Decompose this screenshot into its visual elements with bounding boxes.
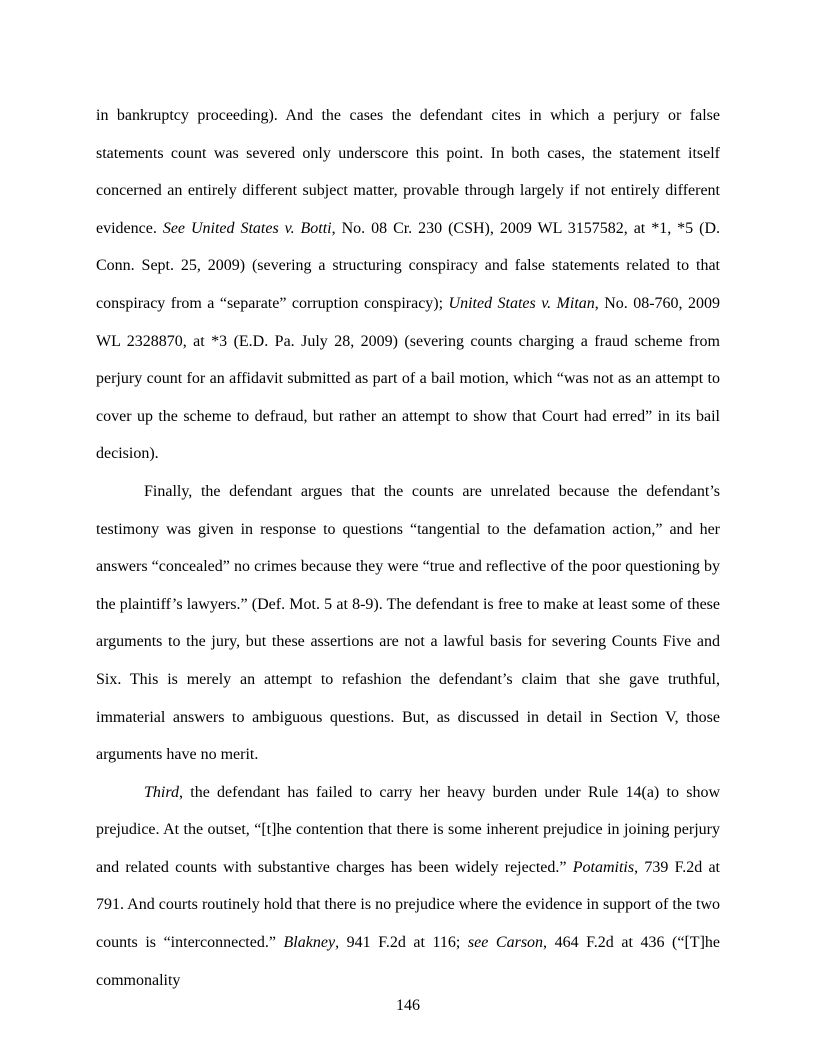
body-paragraph-third (96, 774, 720, 1000)
italic-text-run: Third (144, 783, 179, 801)
page-number: 146 (396, 997, 420, 1014)
italic-text-run: See United States v. Botti (162, 219, 332, 237)
italic-text-run: United States v. Mitan (448, 294, 595, 312)
text-run: , 464 F.2d at 436 (“[T]he commonality (96, 934, 721, 989)
text-run: , No. 08-760, 2009 WL 2328870, at *3 (E.D. Pa. July 28, 2009) (severing counts charging a fraud scheme from perjury count for an affidavit submitted as part of a bail motion, which “was not as an attempt to cover up the scheme to defraud, but rather an attempt to show that Court had erred” in its bail decision). (96, 294, 721, 463)
page-body (96, 97, 720, 999)
italic-text-run: Potamitis (572, 858, 635, 876)
italic-text-run: Blakney (283, 934, 336, 952)
body-paragraph-continuation (96, 97, 720, 473)
text-run: in bankruptcy proceeding). And the cases the defendant cites in which a perjury or false statements count was severed only underscore this point. In both cases, the statement itself concerned an entirely different subject matter, provable through largely if not entirely different evidence. (96, 107, 720, 237)
italic-text-run: see Carson (467, 934, 544, 952)
text-run: , the defendant has failed to carry her heavy burden under Rule 14(a) to show prejudice. At the outset, “[t]he contention that there is some inherent prejudice in joining perjury and related counts with substantive charges has been widely rejected.” (96, 783, 720, 876)
text-run: , 941 F.2d at 116; (335, 934, 468, 952)
body-paragraph-finally (96, 473, 720, 774)
text-run: , 739 F.2d at 791. And courts routinely hold that there is no prejudice where the evidence in support of the two counts is “interconnected.” (96, 858, 720, 952)
text-run: , No. 08 Cr. 230 (CSH), 2009 WL 3157582, at *1, *5 (D. Conn. Sept. 25, 2009) (severing a structuring conspiracy and false statements related to that conspiracy from a “separate” corruption conspiracy); (96, 219, 720, 312)
text-run: Finally, the defendant argues that the counts are unrelated because the defendant’s testimony was given in response to questions “tangential to the defamation action,” and her answers “concealed” no crimes because they were “true and reflective of the poor questioning by the plaintiff’s lawyers.” (Def. Mot. 5 at 8-9). The defendant is free to make at least some of these arguments to the jury, but these assertions are not a lawful basis for severing Counts Five and Six. This is merely an attempt to refashion the defendant’s claim that she gave truthful, immaterial answers to ambiguous questions. But, as discussed in detail in Section V, those arguments have no merit. (96, 482, 720, 764)
